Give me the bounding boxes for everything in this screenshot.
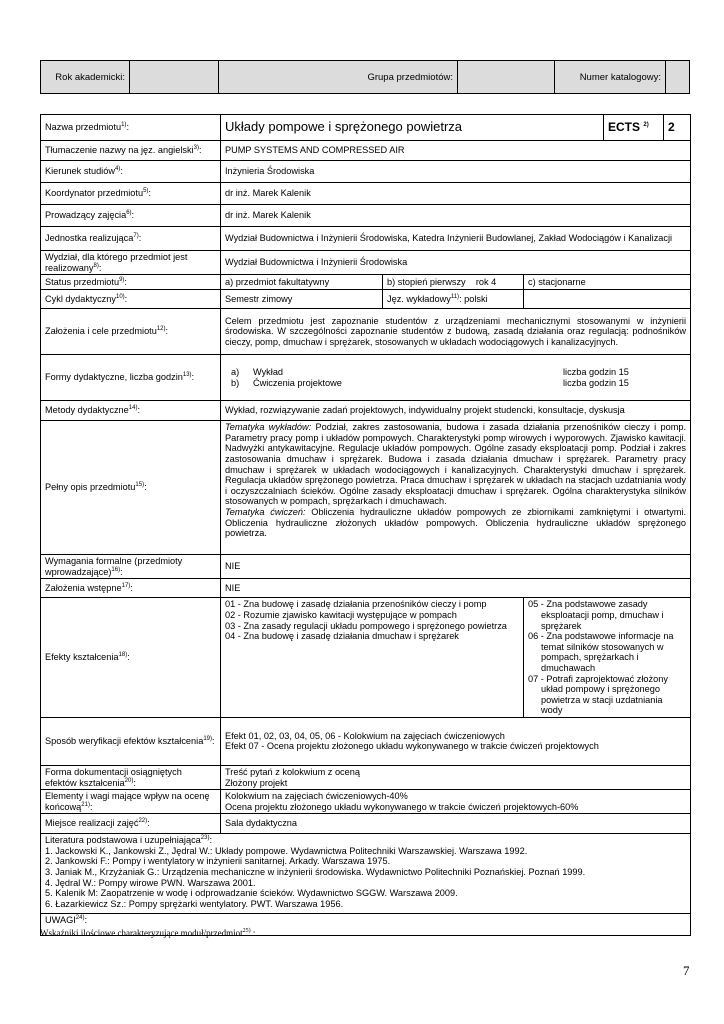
prowadzacy-label: Prowadzący zajęcia$^{6)}$: (41, 205, 221, 227)
numer-katalogowy-value[interactable] (666, 61, 690, 94)
efekt-item: 06 - Zna podstawowe informacje na temat silników stosowanych w pompach, sprężarkach i dmuchawach (528, 631, 674, 673)
miejsce-value: Sala dydaktyczna (221, 814, 691, 834)
cykl-value: Semestr zimowy (221, 290, 383, 309)
row-weryfikacja (41, 717, 691, 765)
row-wymagania (41, 555, 691, 579)
formy-item: b) Ćwiczenia projektowe liczba godzin 15 (231, 377, 629, 388)
wymagania-label: Wymagania formalne (przedmioty wprowadzające)$^{16)}$: (41, 555, 221, 579)
dokumentacja-value: Treść pytań z kolokwium z oceną Złożony projekt (221, 765, 691, 789)
weryfikacja-label: Sposób weryfikacji efektów kształcenia$^{19)}$: (41, 717, 221, 765)
row-miejsce (41, 814, 691, 834)
efekt-item: 01 - Zna budowę i zasadę działania przenośników cieczy i pomp (225, 599, 487, 610)
row-zalozenia (41, 309, 691, 355)
status-label: Status przedmiotu$^{9)}$: (41, 275, 221, 290)
cykl-label: Cykl dydaktyczny$^{10)}$: (41, 290, 221, 309)
efekty-label: Efekty kształcenia$^{18)}$: (41, 598, 221, 718)
nazwa-value: Układy pompowe i sprężonego powietrza (221, 115, 604, 141)
formy-label: Formy dydaktyczne, liczba godzin$^{13)}$: (41, 355, 221, 401)
row-kierunek (41, 161, 691, 183)
efekt-item: 04 - Zna budowę i zasadę działania dmuchaw i sprężarek (225, 631, 459, 642)
literatura-item: 3. Janiak M., Krzyżaniak G.: Urządzenia mechaniczne w inżynierii środowiska. Wydawnictwo Politechniki Poznańskiej. Poznań 1999. (45, 867, 586, 878)
efekty-left (221, 598, 524, 718)
row-prowadzacy (41, 205, 691, 227)
row-jednostka (41, 227, 691, 251)
miejsce-label: Miejsce realizacji zajęć$^{22)}$: (41, 814, 221, 834)
course-table (40, 114, 691, 936)
zalozenia-value: Celem przedmiotu jest zapoznanie studentów z urządzeniami mechanicznymi stosowanymi w inżynierii środowiska. W szczególności zapoznanie studentów z budową, zasadą działania oraz regulacją: podnośników cieczy, pomp, dmuchaw i sprężarek, stosowanych w układach wodociągowych i kanalizacyjnych. (221, 309, 691, 355)
metody-label: Metody dydaktyczne$^{14)}$: (41, 401, 221, 421)
cykl-empty (524, 290, 691, 309)
efekt-item: 03 - Zna zasady regulacji układu pompowego i sprężonego powietrza (225, 620, 507, 631)
row-koordynator (41, 183, 691, 205)
weryfikacja-value: Efekt 01, 02, 03, 04, 05, 06 - Kolokwium na zajęciach ćwiczeniowych Efekt 07 - Ocena projektu złożonego układu wykonywanego w trakcie ćwiczeń projektowych (221, 717, 691, 765)
row-opis (41, 421, 691, 555)
status-a: a) przedmiot fakultatywny (221, 275, 383, 290)
row-cykl (41, 290, 691, 309)
uwagi-cell: UWAGI$^{24)}$: (41, 914, 691, 936)
literatura-item: 1. Jackowski K., Jankowski Z., Jędral W.: Układy pompowe. Wydawnictwa Politechniki Warszawskiej. Warszawa 1992. (45, 845, 528, 856)
wagi-value: Kolokwium na zajęciach ćwiczeniowych-40% Ocena projektu złożonego układu wykonywanego w trakcie ćwiczeń projektowych-60% (221, 790, 691, 814)
ects-label: ECTS $^{2)}$ (604, 115, 664, 141)
wydzial-value: Wydział Budownictwa i Inżynierii Środowiska (221, 251, 691, 275)
kierunek-value: Inżynieria Środowiska (221, 161, 691, 183)
formy-item: a) Wykład liczba godzin 15 (231, 367, 629, 378)
jezyk-value: Jęz. wykładowy$^{11)}$: polski (383, 290, 524, 309)
row-tlumaczenie (41, 141, 691, 161)
status-c: c) stacjonarne (524, 275, 691, 290)
rok-akademicki-label: Rok akademicki: (41, 61, 130, 94)
wymagania-value: NIE (221, 555, 691, 579)
koordynator-label: Koordynator przedmiotu$^{5)}$: (41, 183, 221, 205)
formy-value (221, 355, 691, 401)
efekt-item: 05 - Zna podstawowe zasady eksploatacji pomp, dmuchaw i sprężarek (528, 599, 664, 631)
wydzial-label: Wydział, dla którego przedmiot jest realizowany$^{8)}$: (41, 251, 221, 275)
jednostka-label: Jednostka realizująca$^{7)}$: (41, 227, 221, 251)
row-dokumentacja (41, 765, 691, 789)
status-b: b) stopień pierwszy rok 4 (383, 275, 524, 290)
grupa-przedmiotow-value[interactable] (458, 61, 555, 94)
opis-value: Tematyka wykładów: Podział, zakres zastosowania, budowa i zasada działania przenośników cieczy i pomp. Parametry pracy pomp i układów pompowych. Charakterystyki pomp wirowych i wyporowych. Zjawisko kawitacji. Nadwyżki antykawitacyjne. Regulacje układów pompowych. Ogólne zasady eksploatacji pomp. Podział i zakres zastosowania dmuchaw i sprężarek. Budowa i zasada działania dmuchaw i sprężarek. Parametry pracy dmuchaw i sprężarek w układach wodociągowych i kanalizacyjnych. Charakterystyki dmuchaw i sprężarek. Regulacja układów sprężonego powietrza. Praca dmuchaw i sprężarek w układach na stacjach uzdatniania wody i oczyszczalniach ścieków. Ogólne zasady eksploatacji dmuchaw i sprężarek. Ogólna charakterystyka silników stosowanych w pompach, sprężarkach i dmuchawach. Tematyka ćwiczeń: Obliczenia hydrauliczne układów pompowych ze zbiornikami zamkniętymi i otwartymi. Obliczenia hydrauliczne złożonych układów pompowych. Obliczenia hydrauliczne układów sprężonego powietrza. (221, 421, 691, 555)
ects-value: 2 (664, 115, 691, 141)
dokumentacja-label: Forma dokumentacji osiągniętych efektów kształcenia$^{20)}$: (41, 765, 221, 789)
rok-akademicki-value[interactable] (130, 61, 219, 94)
wstepne-value: NIE (221, 579, 691, 598)
literatura-item: 2. Jankowski F.: Pompy i wentylatory w inżynierii sanitarnej. Arkady. Warszawa 1975. (45, 856, 391, 867)
metody-value: Wykład, rozwiązywanie zadań projektowych, indywidualny projekt studencki, konsultacje, dyskusja (221, 401, 691, 421)
row-formy (41, 355, 691, 401)
row-wydzial (41, 251, 691, 275)
row-metody (41, 401, 691, 421)
literatura-item: 6. Łazarkiewicz Sz.: Pompy sprężarki wentylatory. PWT. Warszawa 1956. (45, 898, 344, 909)
efekty-right (524, 598, 691, 718)
prowadzacy-value: dr inż. Marek Kalenik (221, 205, 691, 227)
row-wstepne (41, 579, 691, 598)
row-literatura (41, 834, 691, 914)
literatura-item: 4. Jędral W.: Pompy wirowe PWN. Warszawa 2001. (45, 877, 256, 888)
efekt-item: 07 - Potrafi zaprojektować złożony układ pompowy i sprężonego powietrza w stacji uzdatniania wody (528, 673, 668, 716)
wstepne-label: Założenia wstępne$^{17)}$: (41, 579, 221, 598)
page-number: 7 (683, 963, 690, 978)
literatura-label: Literatura podstawowa i uzupełniająca$^{23)}$: (45, 835, 213, 846)
footer-note: Wskaźniki ilościowe charakteryzujące moduł/przedmiot$^{25)}$ : (40, 928, 256, 938)
literatura-cell (41, 834, 691, 914)
row-status (41, 275, 691, 290)
opis-label: Pełny opis przedmiotu$^{15)}$: (41, 421, 221, 555)
header-table (40, 60, 690, 94)
efekt-item: 02 - Rozumie zjawisko kawitacji występujące w pompach (225, 609, 457, 620)
kierunek-label: Kierunek studiów$^{4)}$: (41, 161, 221, 183)
tlumaczenie-label: Tłumaczenie nazwy na jęz. angielski$^{3)}$: (41, 141, 221, 161)
grupa-przedmiotow-label: Grupa przedmiotów: (219, 61, 458, 94)
zalozenia-label: Założenia i cele przedmiotu$^{12)}$: (41, 309, 221, 355)
row-nazwa (41, 115, 691, 141)
literatura-item: 5. Kalenik M: Zaopatrzenie w wodę i odprowadzanie ścieków. Wydawnictwo SGGW. Warszawa 2009. (45, 888, 458, 899)
tlumaczenie-value: PUMP SYSTEMS AND COMPRESSED AIR (221, 141, 691, 161)
koordynator-value: dr inż. Marek Kalenik (221, 183, 691, 205)
numer-katalogowy-label: Numer katalogowy: (555, 61, 666, 94)
jednostka-value: Wydział Budownictwa i Inżynierii Środowiska, Katedra Inżynierii Budowlanej, Zakład Wodociągów i Kanalizacji (221, 227, 691, 251)
wagi-label: Elementy i wagi mające wpływ na ocenę końcową$^{21)}$: (41, 790, 221, 814)
row-wagi (41, 790, 691, 814)
row-efekty (41, 598, 691, 718)
nazwa-label: Nazwa przedmiotu$^{1)}$: (41, 115, 221, 141)
